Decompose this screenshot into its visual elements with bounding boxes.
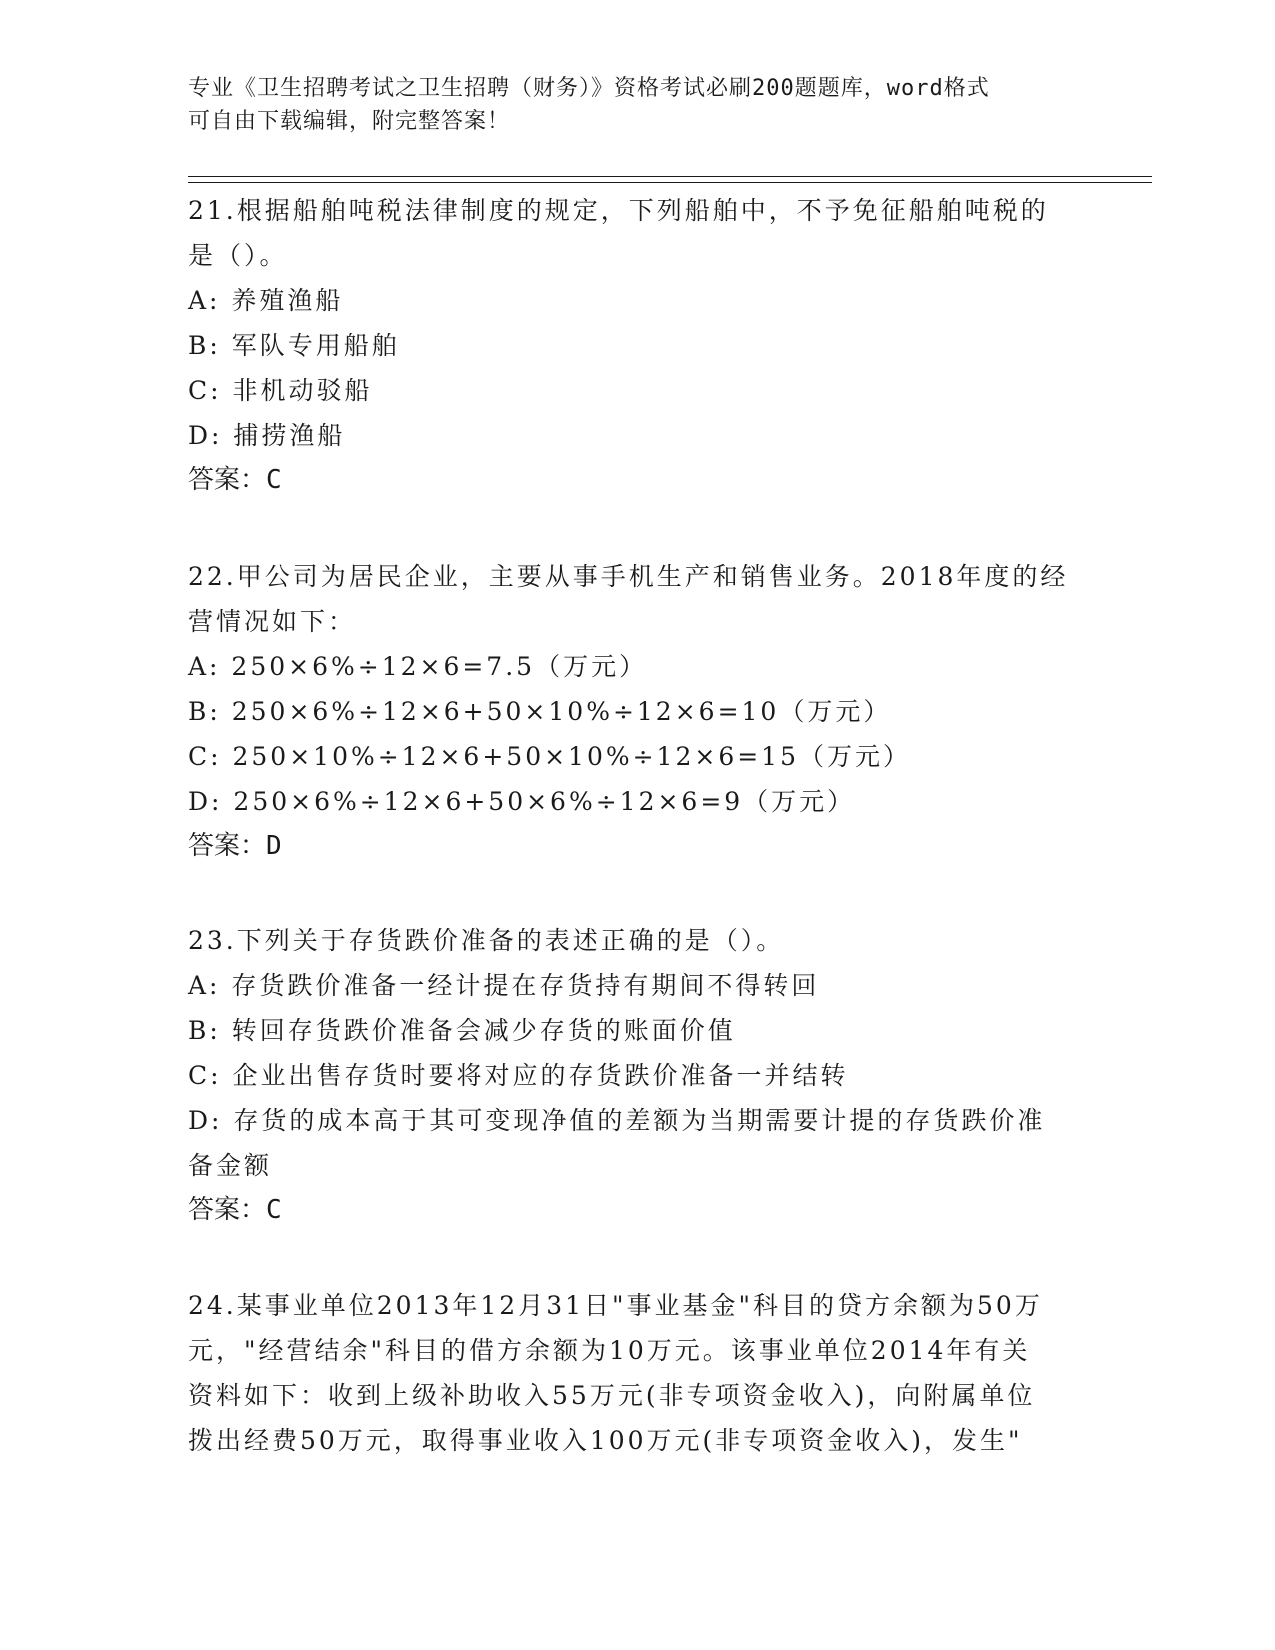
option-d: D: 存货的成本高于其可变现净值的差额为当期需要计提的存货跌价准 [188, 1106, 1046, 1135]
document-header [188, 72, 1088, 138]
option-d-continued: 备金额 [188, 1151, 273, 1180]
answer-label: 答案：C [188, 1195, 282, 1225]
header-divider-top [188, 176, 1152, 177]
question-24 [188, 1283, 1088, 1463]
option-d: D: 250×6%÷12×6+50×6%÷12×6=9（万元） [188, 787, 856, 816]
option-b: B: 转回存货跌价准备会减少存货的账面价值 [188, 1016, 736, 1045]
option-a: A: 250×6%÷12×6=7.5（万元） [188, 652, 648, 681]
question-stem: 22.甲公司为居民企业，主要从事手机生产和销售业务。2018年度的经 [188, 562, 1069, 591]
header-line-2: 可自由下载编辑，附完整答案！ [188, 109, 511, 134]
question-21 [188, 188, 1088, 503]
answer-label: 答案：D [188, 831, 282, 861]
option-a: A: 存货跌价准备一经计提在存货持有期间不得转回 [188, 971, 820, 1000]
question-stem: 拨出经费50万元，取得事业收入100万元(非专项资金收入)，发生" [188, 1426, 1023, 1455]
question-23 [188, 918, 1088, 1233]
option-a: A: 养殖渔船 [188, 286, 344, 315]
option-b: B: 250×6%÷12×6+50×10%÷12×6=10（万元） [188, 697, 892, 726]
question-stem: 资料如下：收到上级补助收入55万元(非专项资金收入)，向附属单位 [188, 1381, 1036, 1410]
header-line-1: 专业《卫生招聘考试之卫生招聘（财务）》资格考试必刷200题题库，word格式 [188, 76, 990, 101]
answer-label: 答案：C [188, 465, 282, 495]
question-22 [188, 554, 1088, 869]
option-c: C: 250×10%÷12×6+50×10%÷12×6=15（万元） [188, 742, 911, 771]
option-b: B: 军队专用船舶 [188, 331, 400, 360]
option-c: C: 非机动驳船 [188, 376, 373, 405]
header-divider-bottom [188, 182, 1152, 183]
option-c: C: 企业出售存货时要将对应的存货跌价准备一并结转 [188, 1061, 849, 1090]
question-stem: 元，"经营结余"科目的借方余额为10万元。该事业单位2014年有关 [188, 1336, 1031, 1365]
option-d: D: 捕捞渔船 [188, 421, 346, 450]
question-stem: 营情况如下： [188, 607, 357, 636]
question-stem: 21.根据船舶吨税法律制度的规定，下列船舶中，不予免征船舶吨税的 [188, 196, 1049, 225]
question-stem: 24.某事业单位2013年12月31日"事业基金"科目的贷方余额为50万 [188, 1291, 1043, 1320]
question-stem: 23.下列关于存货跌价准备的表述正确的是（）。 [188, 926, 785, 955]
question-stem: 是（）。 [188, 241, 288, 270]
